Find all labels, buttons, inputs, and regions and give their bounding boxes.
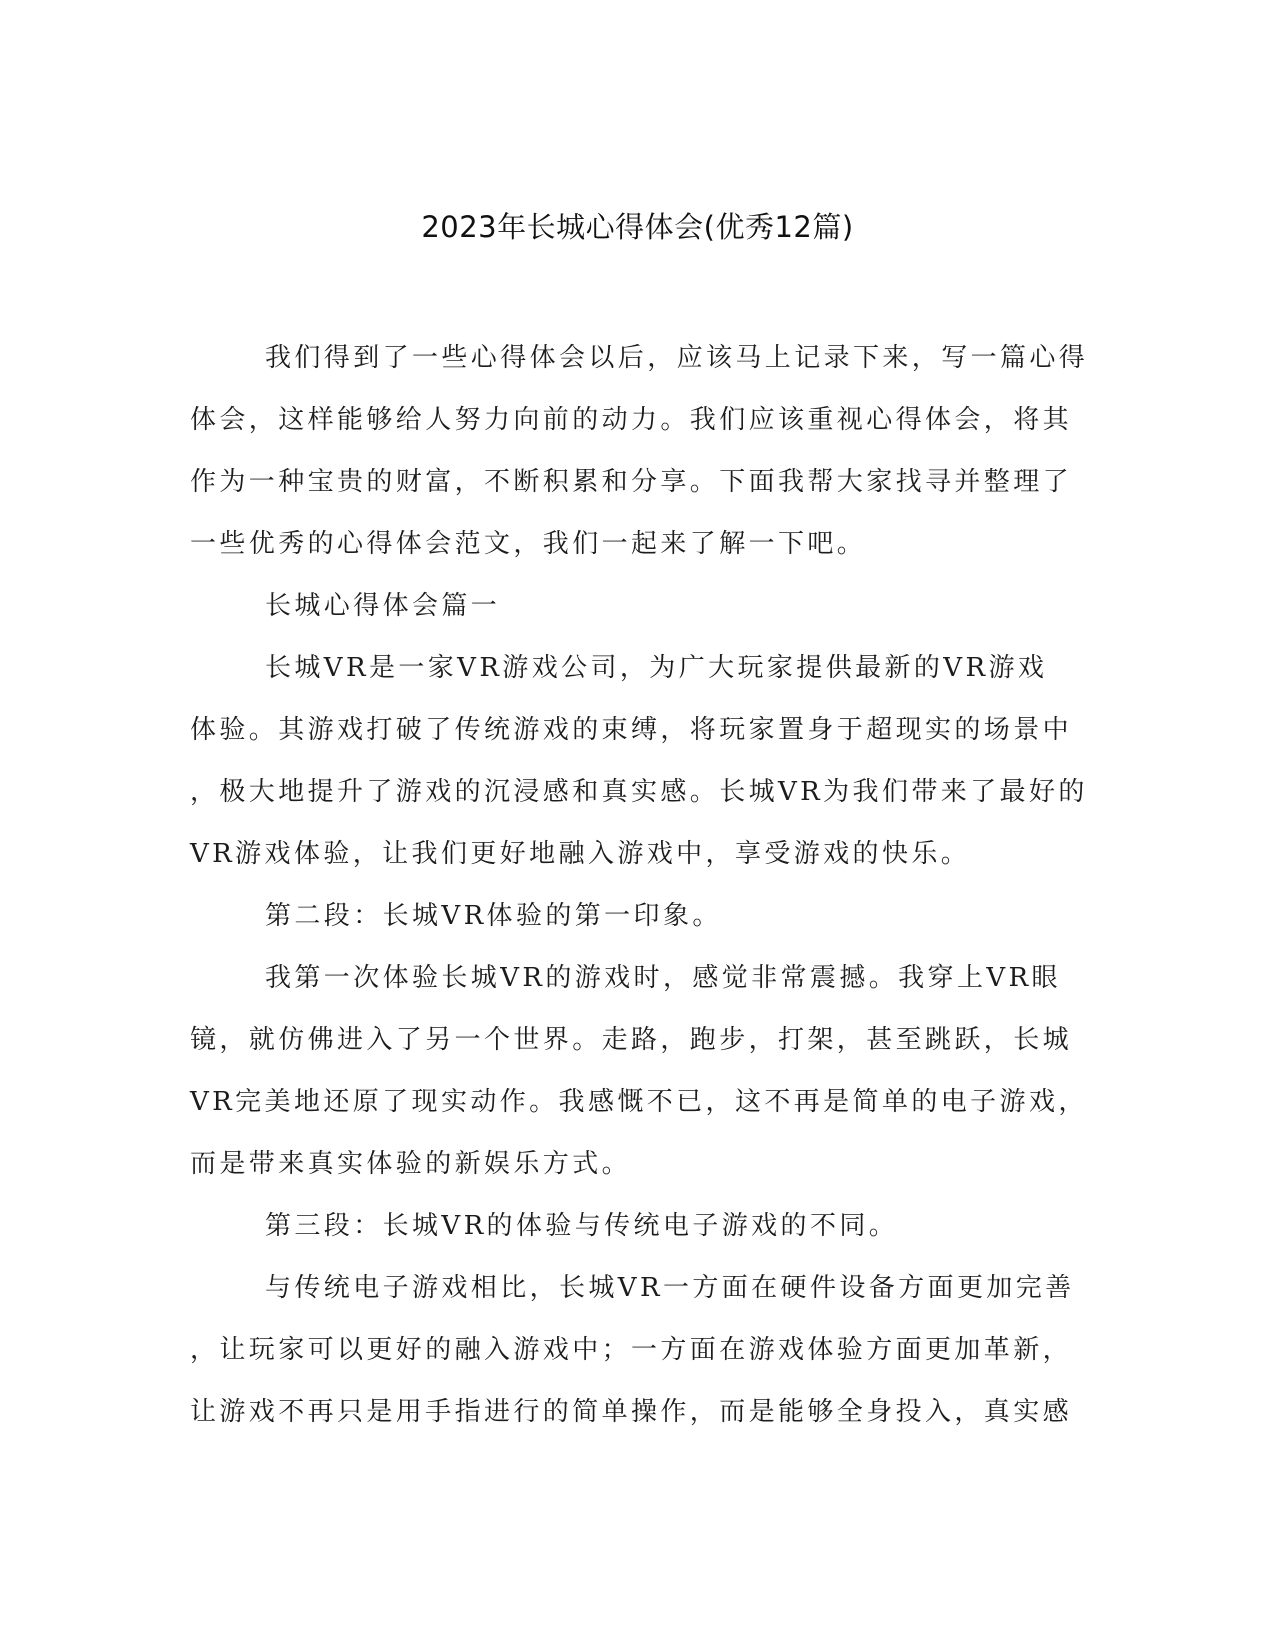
paragraph-line: 作为一种宝贵的财富，不断积累和分享。下面我帮大家找寻并整理了 [190, 467, 1073, 497]
section-heading: 第三段：长城VR的体验与传统电子游戏的不同。 [265, 1211, 899, 1241]
paragraph-line: 体会，这样能够给人努力向前的动力。我们应该重视心得体会，将其 [190, 405, 1073, 435]
paragraph-line: 我们得到了一些心得体会以后，应该马上记录下来，写一篇心得 [265, 343, 1089, 373]
paragraph-line: ，让玩家可以更好的融入游戏中；一方面在游戏体验方面更加革新， [190, 1335, 1073, 1365]
document-title: 2023年长城心得体会(优秀12篇) [421, 210, 854, 244]
section-heading: 长城心得体会篇一 [265, 591, 501, 621]
paragraph-line: ，极大地提升了游戏的沉浸感和真实感。长城VR为我们带来了最好的 [190, 777, 1088, 807]
paragraph-line: 我第一次体验长城VR的游戏时，感觉非常震撼。我穿上VR眼 [265, 963, 1061, 993]
document-body [190, 327, 1089, 1443]
paragraph-line: 长城VR是一家VR游戏公司，为广大玩家提供最新的VR游戏 [265, 653, 1048, 683]
paragraph-line: 与传统电子游戏相比，长城VR一方面在硬件设备方面更加完善 [265, 1273, 1075, 1303]
paragraph-line: 而是带来真实体验的新娱乐方式。 [190, 1149, 632, 1179]
paragraph-line: 镜，就仿佛进入了另一个世界。走路，跑步，打架，甚至跳跃，长城 [190, 1025, 1073, 1055]
paragraph-line: 一些优秀的心得体会范文，我们一起来了解一下吧。 [190, 529, 867, 559]
paragraph-line: 体验。其游戏打破了传统游戏的束缚，将玩家置身于超现实的场景中 [190, 715, 1073, 745]
paragraph-line: VR游戏体验，让我们更好地融入游戏中，享受游戏的快乐。 [190, 839, 971, 869]
paragraph-line: VR完美地还原了现实动作。我感慨不已，这不再是简单的电子游戏， [190, 1087, 1088, 1117]
section-heading: 第二段：长城VR体验的第一印象。 [265, 901, 722, 931]
paragraph-line: 让游戏不再只是用手指进行的简单操作，而是能够全身投入，真实感 [190, 1397, 1073, 1427]
